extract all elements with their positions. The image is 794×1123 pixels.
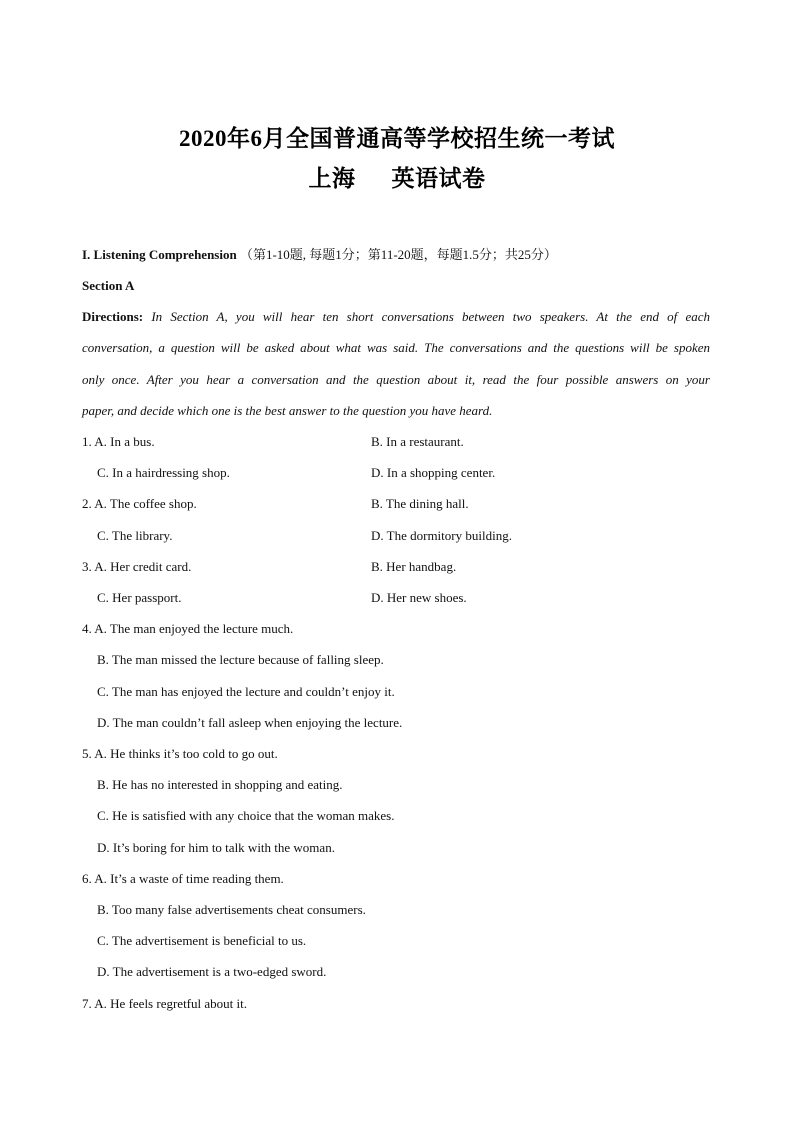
option-text: B. Her handbag.: [371, 559, 457, 574]
option-text: C. He is satisfied with any choice that the woman makes.: [97, 808, 395, 823]
option-text: 3. A. Her credit card.: [82, 559, 192, 574]
section-heading: Section A: [82, 278, 135, 293]
option-text: B. In a restaurant.: [371, 434, 464, 449]
option-text: B. He has no interested in shopping and eating.: [97, 777, 343, 792]
part-scoring: （第1-10题, 每题1分；第11-20题，每题1.5分；共25分）: [239, 247, 557, 262]
option-text: C. The man has enjoyed the lecture and couldn’t enjoy it.: [97, 684, 395, 699]
option-text: 7. A. He feels regretful about it.: [82, 996, 247, 1011]
exam-title: 2020年6月全国普通高等学校招生统一考试: [179, 126, 615, 151]
directions-line: [82, 308, 710, 326]
part-heading: [82, 246, 557, 264]
directions-line: paper, and decide which one is the best answer to the question you have heard.: [82, 403, 493, 418]
option-text: D. In a shopping center.: [371, 465, 496, 480]
option-text: C. The library.: [97, 528, 173, 543]
option-text: 2. A. The coffee shop.: [82, 496, 197, 511]
option-text: 6. A. It’s a waste of time reading them.: [82, 871, 284, 886]
option-text: D. It’s boring for him to talk with the woman.: [97, 840, 335, 855]
part-title: I. Listening Comprehension: [82, 247, 237, 262]
option-text: D. Her new shoes.: [371, 590, 467, 605]
option-text: B. The dining hall.: [371, 496, 469, 511]
option-text: D. The advertisement is a two-edged sword.: [97, 964, 327, 979]
option-text: C. In a hairdressing shop.: [97, 465, 230, 480]
directions-label: Directions:: [82, 309, 144, 324]
option-text: C. Her passport.: [97, 590, 182, 605]
directions-line: conversation, a question will be asked about what was said. The conversations and the questions will be spoken: [82, 340, 710, 355]
option-text: C. The advertisement is beneficial to us.: [97, 933, 307, 948]
option-text: B. Too many false advertisements cheat consumers.: [97, 902, 366, 917]
option-text: 5. A. He thinks it’s too cold to go out.: [82, 746, 278, 761]
region-label: 上海: [308, 166, 356, 191]
subject-label: 英语试卷: [391, 166, 486, 191]
exam-subtitle: [0, 160, 794, 193]
option-text: 4. A. The man enjoyed the lecture much.: [82, 621, 294, 636]
directions-line: only once. After you hear a conversation and the question about it, read the four possible answers on your: [82, 372, 710, 387]
option-text: B. The man missed the lecture because of falling sleep.: [97, 652, 384, 667]
option-text: 1. A. In a bus.: [82, 434, 155, 449]
option-text: D. The dormitory building.: [371, 528, 512, 543]
directions-text: In Section A, you will hear ten short conversations between two speakers. At the end of each: [151, 309, 710, 324]
option-text: D. The man couldn’t fall asleep when enjoying the lecture.: [97, 715, 403, 730]
